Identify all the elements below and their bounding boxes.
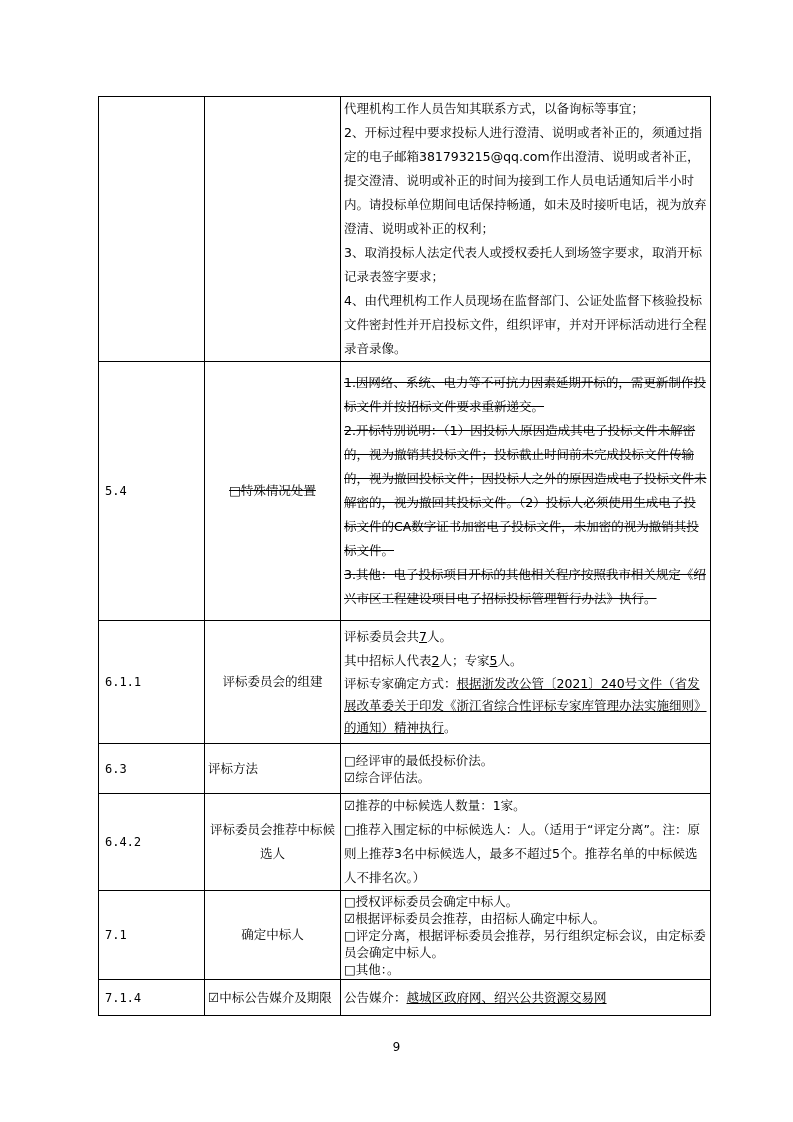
clause-item: 评标委员会的组建 — [205, 621, 341, 744]
clause-number: 5.4 — [99, 362, 205, 621]
content-line: □推荐入围定标的中标候选人：人。（适用于“评定分离”。注：原则上推荐3名中标候选人，最多不超过5个。推荐名单的中标候选人不排名次。） — [344, 822, 701, 885]
content-line: 4、由代理机构工作人员现场在监督部门、公证处监督下核验投标文件密封性并开启投标文件，组织评审，并对开评标活动进行全程录音录像。 — [344, 293, 707, 356]
content-line: 3、取消投标人法定代表人或授权委托人到场签字要求，取消开标记录表签字要求； — [344, 245, 702, 284]
clause-item: □特殊情况处置 — [205, 362, 341, 621]
content-line: ☑根据评标委员会推荐，由招标人确定中标人。 — [344, 910, 606, 926]
clause-content — [341, 794, 711, 891]
clause-number: 6.1.1 — [99, 621, 205, 744]
clause-content — [341, 891, 711, 980]
content-line: 1.因网络、系统、电力等不可抗力因素延期开标的，需更新制作投标文件并按招标文件要求重新递交。 — [344, 375, 706, 414]
table-row — [99, 362, 711, 621]
clause-content — [341, 744, 711, 794]
page-number: 9 — [392, 1040, 401, 1054]
clause-number: 7.1.4 — [99, 980, 205, 1016]
content-line: 2、开标过程中要求投标人进行澄清、说明或者补正的，须通过指定的电子邮箱381793215@qq.com作出澄清、说明或者补正，提交澄清、说明或补正的时间为接到工作人员电话通知后半小时内。请投标单位期间电话保持畅通，如未及时接听电话，视为放弃澄清、说明或补正的权利； — [344, 125, 707, 236]
clause-item: 评标委员会推荐中标候选人 — [205, 794, 341, 891]
content-line: □评定分离，根据评标委员会推荐，另行组织定标会议，由定标委员会确定中标人。 — [344, 927, 706, 960]
content-line: 其中招标人代表2人；专家5人。 — [344, 653, 523, 668]
content-line: 代理机构工作人员告知其联系方式，以备询标等事宜； — [344, 101, 645, 116]
clause-content — [341, 980, 711, 1016]
clause-item: 评标方法 — [205, 744, 341, 794]
content-line: 评标委员会共7人。 — [344, 629, 452, 644]
content-line: 评标专家确定方式：根据浙发改公管〔2021〕240号文件（省发展改革委关于印发《浙江省综合性评标专家库管理办法实施细则》的通知）精神执行。 — [344, 676, 707, 735]
bid-data-table — [98, 96, 711, 1016]
clause-item: 确定中标人 — [205, 891, 341, 980]
content-line: □其他：。 — [344, 961, 400, 977]
table-row — [99, 794, 711, 891]
table-row — [99, 744, 711, 794]
clause-number: 6.4.2 — [99, 794, 205, 891]
content-line: ☑综合评估法。 — [344, 769, 431, 785]
clause-item — [205, 97, 341, 362]
clause-number: 6.3 — [99, 744, 205, 794]
content-line: □授权评标委员会确定中标人。 — [344, 893, 519, 909]
clause-content — [341, 97, 711, 362]
table-row — [99, 980, 711, 1016]
content-line: 2.开标特别说明：（1）因投标人原因造成其电子投标文件未解密的，视为撤销其投标文件；投标截止时间前未完成投标文件传输的，视为撤回投标文件；因投标人之外的原因造成电子投标文件未解密的，视为撤回其投标文件。（2）投标人必须使用生成电子投标文件的CA数字证书加密电子投标文件，未加密的视为撤销其投标文件。 — [344, 423, 707, 558]
clause-number: 7.1 — [99, 891, 205, 980]
content-line: 公告媒介：越城区政府网、绍兴公共资源交易网 — [344, 989, 607, 1005]
clause-content — [341, 362, 711, 621]
content-line: □经评审的最低投标价法。 — [344, 752, 494, 768]
clause-number — [99, 97, 205, 362]
content-line: ☑推荐的中标候选人数量：1家。 — [344, 798, 526, 813]
clause-item: ☑中标公告媒介及期限 — [205, 980, 341, 1016]
clause-content — [341, 621, 711, 744]
table-row — [99, 891, 711, 980]
content-line: 3.其他：电子投标项目开标的其他相关程序按照我市相关规定《绍兴市区工程建设项目电子招标投标管理暂行办法》执行。 — [344, 567, 706, 606]
table-row — [99, 621, 711, 744]
table-row — [99, 97, 711, 362]
